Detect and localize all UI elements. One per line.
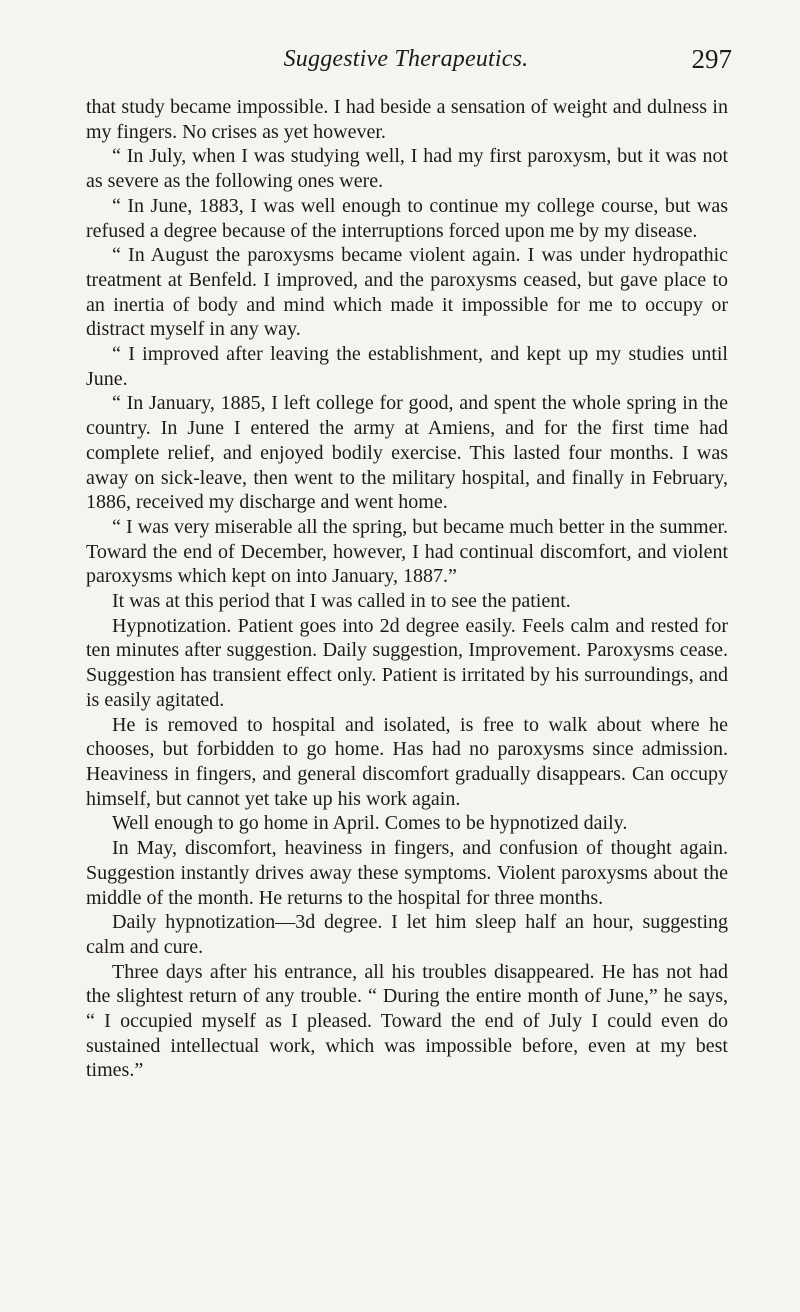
paragraph: “ In June, 1883, I was well enough to continue my college course, but was refused a degree because of the interruptions forced upon me by my disease. (86, 194, 728, 242)
paragraph: Daily hypnotization—3d degree. I let him sleep half an hour, suggesting calm and cure. (86, 911, 728, 958)
paragraph: In May, discomfort, heaviness in fingers, and confusion of thought again. Suggestion instantly drives away these symptoms. Violent paroxysms about the middle of the month. He returns to the hospital for three months. (86, 837, 728, 909)
paragraph: that study became impossible. I had beside a sensation of weight and dulness in my fingers. No crises as yet however. (86, 96, 728, 143)
paragraph: “ In July, when I was studying well, I had my first paroxysm, but it was not as severe as the following ones were. (86, 145, 728, 193)
page-number: 297 (691, 44, 732, 74)
running-title: Suggestive Therapeutics. (283, 46, 529, 72)
paragraph: It was at this period that I was called in to see the patient. (112, 590, 571, 613)
running-head (86, 44, 732, 84)
body-text (86, 95, 728, 1083)
paragraph: “ In August the paroxysms became violent again. I was under hydropathic treatment at Benfeld. I improved, and the paroxysms ceased, but gave place to an inertia of body and mind which made it impossible for me to occupy or distract myself in any way. (86, 244, 728, 341)
paragraph: “ I was very miserable all the spring, but became much better in the summer. Toward the end of December, however, I had continual discomfort, and violent paroxysms which kept on into January, 1887.” (86, 515, 728, 588)
paragraph: “ I improved after leaving the establishment, and kept up my studies until June. (86, 343, 728, 390)
paragraph: He is removed to hospital and isolated, is free to walk about where he chooses, but forbidden to go home. Has had no paroxysms since admission. Heaviness in fingers, and general discomfort gradually disappears. Can occupy himself, but cannot yet take up his work again. (86, 713, 728, 810)
paragraph: Well enough to go home in April. Comes to be hypnotized daily. (112, 812, 628, 835)
paragraph: Three days after his entrance, all his troubles disappeared. He has not had the slightest return of any trouble. “ During the entire month of June,” he says, “ I occupied myself as I pleased. Toward the end of July I could even do sustained intellectual work, which was impossible before, even at my best times.” (86, 960, 728, 1082)
paragraph: Hypnotization. Patient goes into 2d degree easily. Feels calm and rested for ten minutes after suggestion. Daily suggestion, Improvement. Paroxysms cease. Suggestion has transient effect only. Patient is irritated by his surroundings, and is easily agitated. (86, 614, 728, 711)
paragraph: “ In January, 1885, I left college for good, and spent the whole spring in the country. In June I entered the army at Amiens, and for the first time had complete relief, and enjoyed bodily exercise. This lasted four months. I was away on sick-leave, then went to the military hospital, and finally in February, 1886, received my discharge and went home. (86, 392, 728, 514)
